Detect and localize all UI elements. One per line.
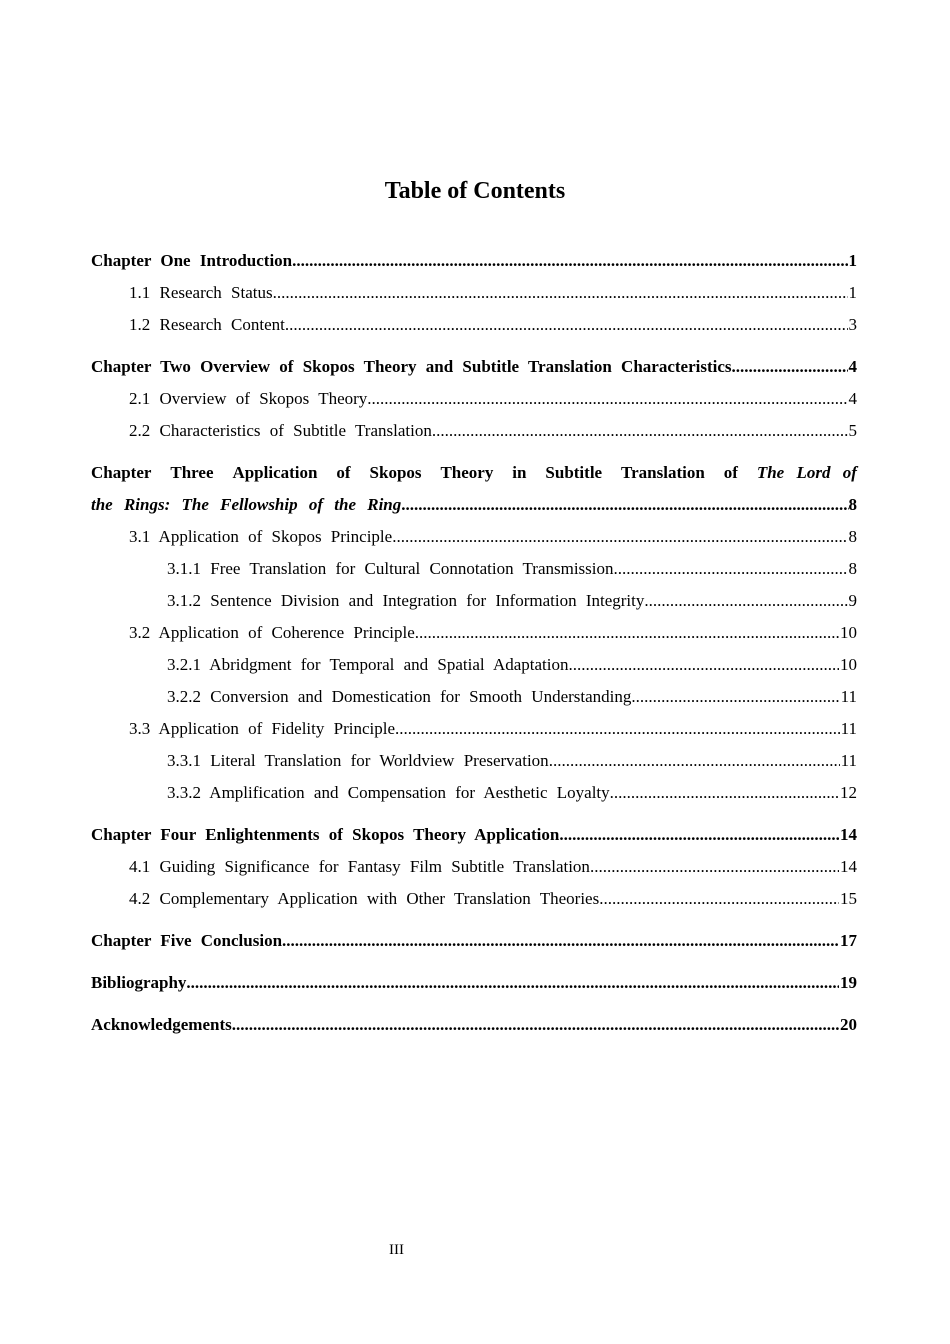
toc-entry-4-1[interactable] (91, 851, 857, 883)
toc-entry-label: 4.2 Complementary Application with Other Translation Theories (129, 889, 600, 908)
toc-page-number: 8 (848, 495, 857, 514)
toc-entry-1-1[interactable] (91, 277, 857, 309)
toc-page-number: 4 (848, 357, 857, 376)
toc-entry-label: 3.3 Application of Fidelity Principle (129, 719, 396, 738)
toc-entry-label: Bibliography (91, 973, 187, 992)
dot-leader (569, 649, 840, 681)
toc-page-number: 14 (840, 825, 857, 844)
dot-leader (549, 745, 840, 777)
toc-entry-label: 3.3.1 Literal Translation for Worldview Preservation (167, 751, 549, 770)
toc-page-number: 8 (848, 559, 857, 578)
table-of-contents (91, 245, 857, 1041)
italic-film-title-part1: The Lord of (756, 463, 857, 482)
toc-entry-label: 1.1 Research Status (129, 283, 273, 302)
toc-entry-1-2[interactable] (91, 309, 857, 341)
page-title: Table of Contents (384, 178, 566, 204)
toc-entry-label-line2 (91, 489, 857, 521)
dot-leader (367, 383, 847, 415)
italic-film-title-part2: the Rings: The Fellowship of the Ring (91, 495, 402, 514)
toc-entry-2-1[interactable] (91, 383, 857, 415)
toc-page-number: 11 (840, 719, 857, 738)
toc-entry-label: 3.2.2 Conversion and Domestication for Smooth Understanding (167, 687, 632, 706)
toc-entry-3-1-2[interactable] (91, 585, 857, 617)
toc-page-number: 19 (840, 973, 857, 992)
dot-leader (631, 681, 839, 713)
toc-page-number: 11 (840, 687, 857, 706)
toc-entry-label: Chapter One Introduction (91, 251, 293, 270)
toc-entry-3-2-2[interactable] (91, 681, 857, 713)
toc-entry-3-3-1[interactable] (91, 745, 857, 777)
toc-entry-label: 3.2.1 Abridgment for Temporal and Spatial Adaptation (167, 655, 569, 674)
toc-entry-label: 3.1.1 Free Translation for Cultural Connotation Transmission (167, 559, 614, 578)
toc-entry-label: Acknowledgements (91, 1015, 232, 1034)
dot-leader (614, 553, 848, 585)
dot-leader (292, 245, 847, 277)
toc-entry-label: Chapter Five Conclusion (91, 931, 283, 950)
toc-page-number: 15 (840, 889, 857, 908)
toc-page-number: 8 (848, 527, 857, 546)
footer-page-number: III (389, 1242, 404, 1258)
toc-page-number: 5 (848, 421, 857, 440)
toc-entry-label: 3.1.2 Sentence Division and Integration for Information Integrity (167, 591, 645, 610)
toc-page-number: 4 (848, 389, 857, 408)
dot-leader (232, 1009, 839, 1041)
toc-page-number: 3 (848, 315, 857, 334)
toc-entry-label: 1.2 Research Content (129, 315, 285, 334)
toc-entry-3-3[interactable] (91, 713, 857, 745)
toc-entry-3-2-1[interactable] (91, 649, 857, 681)
toc-entry-chapter-four[interactable] (91, 819, 857, 851)
dot-leader (401, 489, 848, 521)
toc-entry-acknowledgements[interactable] (91, 1009, 857, 1041)
toc-entry-label: 2.2 Characteristics of Subtitle Translation (129, 421, 432, 440)
dot-leader (273, 277, 848, 309)
dot-leader (395, 713, 840, 745)
toc-entry-label: 3.2 Application of Coherence Principle (129, 623, 415, 642)
toc-entry-3-3-2[interactable] (91, 777, 857, 809)
toc-entry-label: 3.3.2 Amplification and Compensation for Aesthetic Loyalty (167, 783, 610, 802)
toc-entry-label: 4.1 Guiding Significance for Fantasy Film Subtitle Translation (129, 857, 590, 876)
toc-page-number: 14 (840, 857, 857, 876)
dot-leader (186, 967, 839, 999)
dot-leader (282, 925, 839, 957)
dot-leader (732, 351, 848, 383)
toc-entry-3-2[interactable] (91, 617, 857, 649)
toc-entry-label: 3.1 Application of Skopos Principle (129, 527, 393, 546)
toc-page-number: 11 (840, 751, 857, 770)
dot-leader (610, 777, 839, 809)
dot-leader (432, 415, 848, 447)
dot-leader (415, 617, 839, 649)
dot-leader (644, 585, 847, 617)
toc-page-number: 10 (840, 623, 857, 642)
toc-entry-3-1[interactable] (91, 521, 857, 553)
toc-page-number: 9 (848, 591, 857, 610)
toc-entry-bibliography[interactable] (91, 967, 857, 999)
toc-page-number: 17 (840, 931, 857, 950)
toc-entry-label-line1: Chapter Three Application of Skopos Theory in Subtitle Translation of The Lord of (91, 457, 857, 489)
toc-entry-chapter-two[interactable] (91, 351, 857, 383)
toc-entry-label: 2.1 Overview of Skopos Theory (129, 389, 368, 408)
toc-page-number: 1 (848, 283, 857, 302)
dot-leader (559, 819, 839, 851)
toc-entry-label: Chapter Four Enlightenments of Skopos Theory Application (91, 825, 560, 844)
toc-entry-chapter-one[interactable] (91, 245, 857, 277)
toc-entry-4-2[interactable] (91, 883, 857, 915)
dot-leader (599, 883, 839, 915)
dot-leader (590, 851, 839, 883)
toc-page-number: 10 (840, 655, 857, 674)
toc-entry-chapter-three[interactable] (91, 457, 857, 521)
dot-leader (392, 521, 847, 553)
toc-entry-label: Chapter Two Overview of Skopos Theory and Subtitle Translation Characteristics (91, 357, 732, 376)
toc-page-number: 1 (848, 251, 857, 270)
toc-page-number: 20 (840, 1015, 857, 1034)
toc-entry-3-1-1[interactable] (91, 553, 857, 585)
toc-page-number: 12 (840, 783, 857, 802)
dot-leader (285, 309, 848, 341)
toc-entry-chapter-five[interactable] (91, 925, 857, 957)
toc-entry-2-2[interactable] (91, 415, 857, 447)
